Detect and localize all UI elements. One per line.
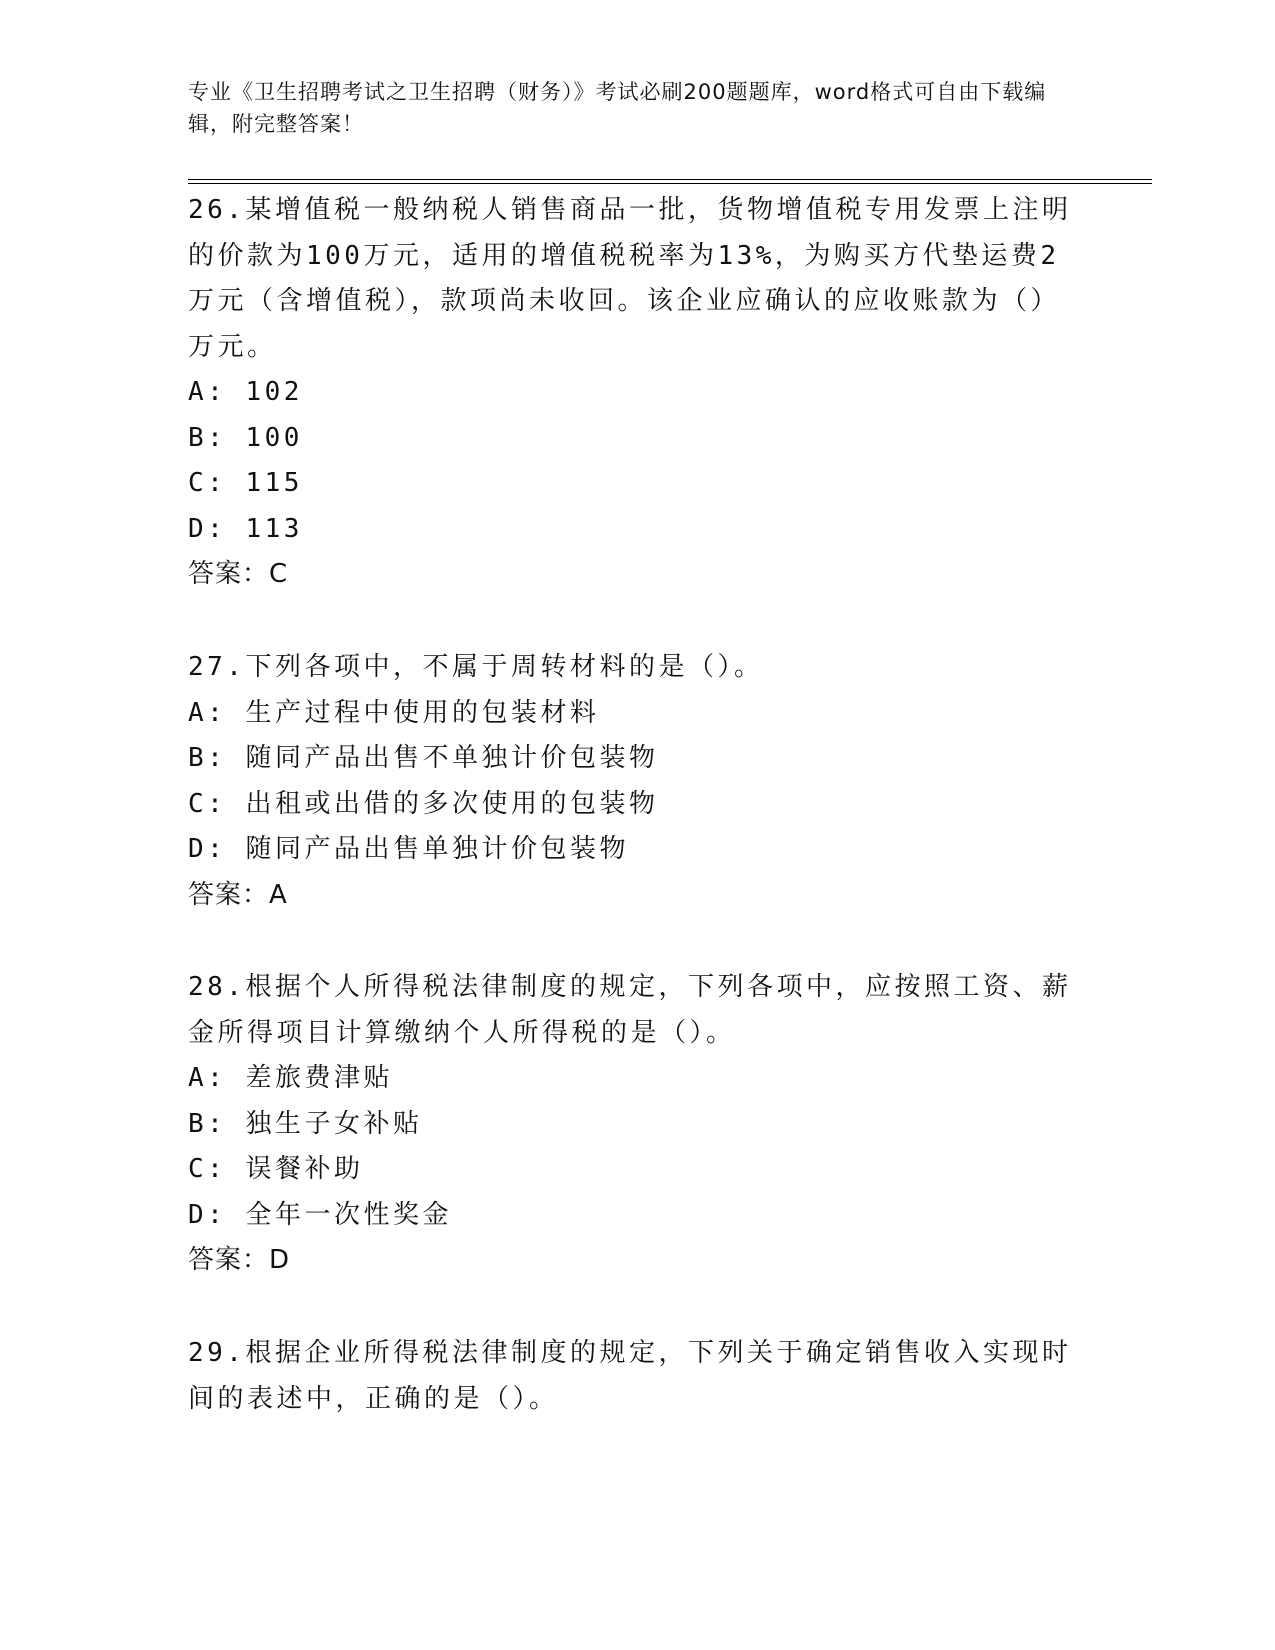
option-c: C: 出租或出借的多次使用的包装物 <box>188 788 659 819</box>
header-divider <box>188 179 1152 180</box>
question-stem: 28.根据个人所得税法律制度的规定，下列各项中，应按照工资、薪金所得项目计算缴纳个人所得税的是（）。 <box>188 972 1072 1048</box>
option-c: C: 115 <box>188 468 303 498</box>
option-a: A: 差旅费津贴 <box>188 1063 393 1093</box>
question-26 <box>188 188 1088 598</box>
option-d: D: 全年一次性奖金 <box>188 1199 452 1230</box>
answer: 答案：A <box>188 879 288 910</box>
option-d: D: 随同产品出售单独计价包装物 <box>188 834 629 864</box>
header-divider-double <box>188 183 1152 184</box>
option-a: A: 102 <box>188 377 303 407</box>
question-stem: 29.根据企业所得税法律制度的规定，下列关于确定销售收入实现时间的表述中，正确的是（）。 <box>188 1338 1072 1414</box>
option-d: D: 113 <box>188 513 303 544</box>
option-b: B: 独生子女补贴 <box>188 1108 423 1139</box>
option-a: A: 生产过程中使用的包装材料 <box>188 697 600 728</box>
document-header: 专业《卫生招聘考试之卫生招聘（财务）》考试必刷200题题库，word格式可自由下载编辑，附完整答案！ <box>188 80 1047 136</box>
option-c: C: 误餐补助 <box>188 1154 364 1184</box>
option-b: B: 100 <box>188 422 303 453</box>
question-stem: 26.某增值税一般纳税人销售商品一批，货物增值税专用发票上注明的价款为100万元，适用的增值税税率为13%，为购买方代垫运费2万元（含增值税），款项尚未收回。该企业应确认的应收账款为（）万元。 <box>188 195 1072 362</box>
question-stem: 27.下列各项中，不属于周转材料的是（）。 <box>188 652 764 682</box>
option-b: B: 随同产品出售不单独计价包装物 <box>188 743 659 773</box>
question-27 <box>188 645 1088 918</box>
answer: 答案：D <box>188 1245 291 1275</box>
question-28 <box>188 965 1088 1284</box>
answer: 答案：C <box>188 559 289 589</box>
question-29 <box>188 1331 1088 1422</box>
